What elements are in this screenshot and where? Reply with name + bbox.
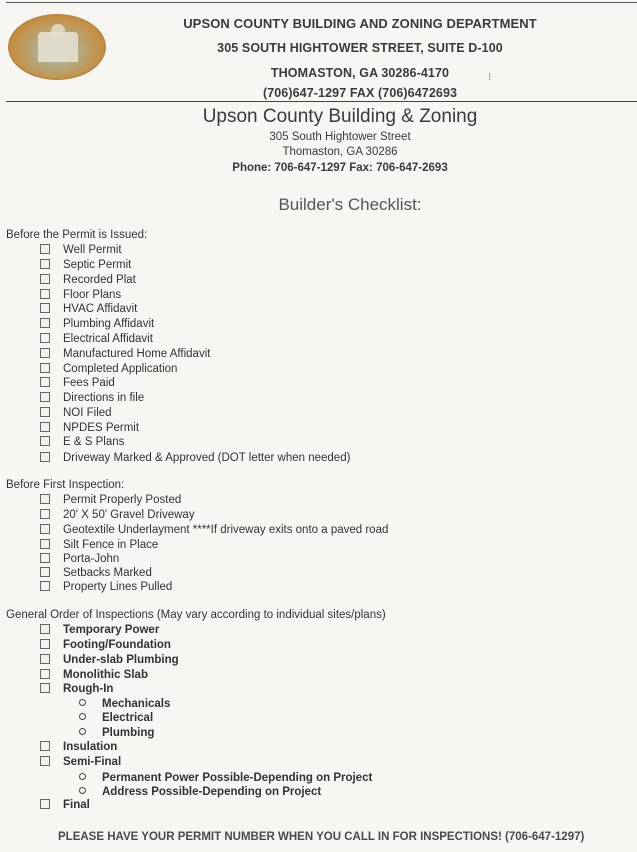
section-heading-before-permit: Before the Permit is Issued:	[6, 229, 148, 241]
checkbox-icon[interactable]	[40, 509, 50, 519]
checklist-item[interactable]: 20' X 50' Gravel Driveway	[40, 508, 195, 522]
title-address: 305 South Hightower Street	[269, 131, 411, 143]
checkbox-icon[interactable]	[40, 274, 50, 284]
stray-mark: ⁝	[488, 72, 492, 83]
checklist-item[interactable]: Manufactured Home Affidavit	[40, 347, 210, 361]
checkbox-icon[interactable]	[40, 348, 50, 358]
checkbox-icon[interactable]	[40, 494, 50, 504]
checklist-item[interactable]: Electrical Affidavit	[40, 332, 153, 346]
checkbox-icon[interactable]	[40, 669, 50, 679]
checklist-item[interactable]: Permit Properly Posted	[40, 493, 181, 507]
county-seal-icon	[8, 14, 106, 80]
checkbox-icon[interactable]	[40, 452, 50, 462]
checkbox-icon[interactable]	[40, 244, 50, 254]
bullet-icon	[79, 713, 86, 720]
bullet-icon	[79, 699, 86, 706]
section-heading-before-inspection: Before First Inspection:	[6, 479, 125, 491]
checkbox-icon[interactable]	[40, 436, 50, 446]
bullet-icon	[79, 728, 86, 735]
sub-list-item: Mechanicals	[79, 697, 170, 711]
checklist-item[interactable]: Insulation	[40, 740, 117, 754]
checklist-item[interactable]: Plumbing Affidavit	[40, 317, 154, 331]
checklist-item[interactable]: Final	[40, 798, 90, 812]
checklist-item[interactable]: Silt Fence in Place	[40, 538, 158, 552]
sub-list-item: Plumbing	[79, 726, 154, 740]
checklist-item[interactable]: NOI Filed	[40, 406, 112, 420]
checklist-item[interactable]: Property Lines Pulled	[40, 580, 172, 594]
checklist-item[interactable]: Geotextile Underlayment ****If driveway exits onto a paved road	[40, 523, 388, 537]
checkbox-icon[interactable]	[40, 422, 50, 432]
header-department: UPSON COUNTY BUILDING AND ZONING DEPARTMENT	[183, 16, 537, 31]
title-city: Thomaston, GA 30286	[282, 146, 398, 158]
checklist-item[interactable]: Completed Application	[40, 362, 177, 376]
checkbox-icon[interactable]	[40, 318, 50, 328]
checklist-item[interactable]: Fees Paid	[40, 376, 115, 390]
checkbox-icon[interactable]	[40, 756, 50, 766]
checkbox-icon[interactable]	[40, 333, 50, 343]
checkbox-icon[interactable]	[40, 377, 50, 387]
checkbox-icon[interactable]	[40, 799, 50, 809]
checkbox-icon[interactable]	[40, 567, 50, 577]
checkbox-icon[interactable]	[40, 392, 50, 402]
checklist-item[interactable]: Directions in file	[40, 391, 144, 405]
checkbox-icon[interactable]	[40, 553, 50, 563]
checkbox-icon[interactable]	[40, 539, 50, 549]
checklist-item[interactable]: Well Permit	[40, 243, 122, 257]
checkbox-icon[interactable]	[40, 363, 50, 373]
checklist-item[interactable]: Footing/Foundation	[40, 638, 171, 652]
checklist-item[interactable]: Septic Permit	[40, 258, 131, 272]
page-title: Upson County Building & Zoning	[202, 106, 478, 127]
checkbox-icon[interactable]	[40, 639, 50, 649]
checklist-item[interactable]: Driveway Marked & Approved (DOT letter when needed)	[40, 451, 350, 465]
checklist-item[interactable]: NPDES Permit	[40, 421, 139, 435]
header-city: THOMASTON, GA 30286-4170	[270, 66, 450, 80]
checklist-title: Builder's Checklist:	[278, 195, 422, 214]
top-rule	[6, 2, 637, 3]
checklist-item[interactable]: Porta-John	[40, 552, 119, 566]
checkbox-icon[interactable]	[40, 683, 50, 693]
checklist-item[interactable]: Semi-Final	[40, 755, 121, 769]
checkbox-icon[interactable]	[40, 741, 50, 751]
checklist-item[interactable]: Under-slab Plumbing	[40, 653, 179, 667]
checklist-item[interactable]: Recorded Plat	[40, 273, 136, 287]
sub-list-item: Permanent Power Possible-Depending on Project	[79, 771, 372, 785]
checklist-item[interactable]: Monolithic Slab	[40, 668, 148, 682]
checkbox-icon[interactable]	[40, 624, 50, 634]
checklist-item[interactable]: E & S Plans	[40, 435, 124, 449]
sub-list-item: Address Possible-Depending on Project	[79, 785, 321, 799]
checklist-item[interactable]: Rough-In	[40, 682, 113, 696]
header-rule	[6, 101, 637, 102]
checkbox-icon[interactable]	[40, 524, 50, 534]
header-phone: (706)647-1297 FAX (706)6472693	[262, 86, 458, 100]
bullet-icon	[79, 787, 86, 794]
checkbox-icon[interactable]	[40, 654, 50, 664]
sub-list-item: Electrical	[79, 711, 153, 725]
bullet-icon	[79, 773, 86, 780]
checklist-item[interactable]: HVAC Affidavit	[40, 302, 137, 316]
header-street: 305 SOUTH HIGHTOWER STREET, SUITE D-100	[217, 41, 503, 55]
checkbox-icon[interactable]	[40, 259, 50, 269]
checkbox-icon[interactable]	[40, 289, 50, 299]
checklist-item[interactable]: Temporary Power	[40, 623, 159, 637]
checkbox-icon[interactable]	[40, 581, 50, 591]
checkbox-icon[interactable]	[40, 303, 50, 313]
section-heading-order-of-inspections: General Order of Inspections (May vary according to individual sites/plans)	[6, 609, 386, 621]
checkbox-icon[interactable]	[40, 407, 50, 417]
checklist-item[interactable]: Setbacks Marked	[40, 566, 152, 580]
title-phone: Phone: 706-647-1297 Fax: 706-647-2693	[232, 162, 448, 174]
checklist-item[interactable]: Floor Plans	[40, 288, 121, 302]
footer-notice: PLEASE HAVE YOUR PERMIT NUMBER WHEN YOU CALL IN FOR INSPECTIONS! (706-647-1297)	[58, 831, 585, 843]
